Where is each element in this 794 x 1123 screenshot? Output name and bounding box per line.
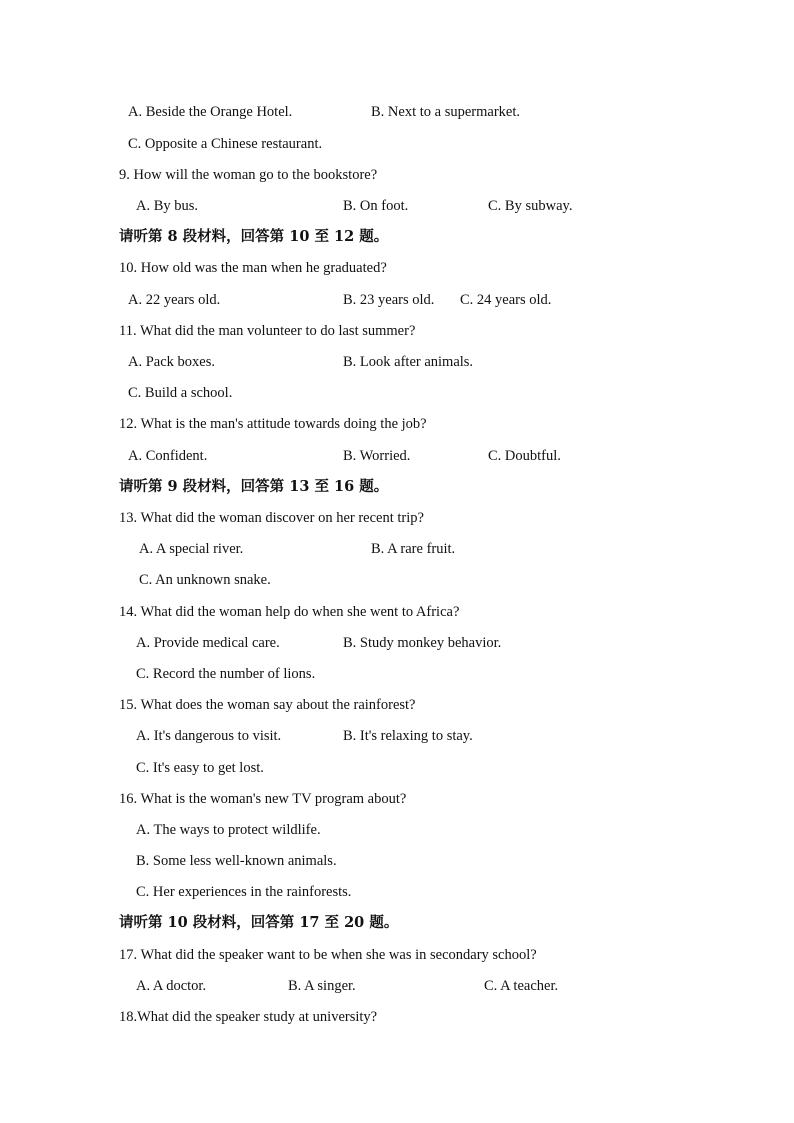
q8-option-a: A. Beside the Orange Hotel. <box>128 104 293 120</box>
q12-question: 12. What is the man's attitude towards doing the job? <box>119 416 427 432</box>
q17-question: 17. What did the speaker want to be when she was in secondary school? <box>119 947 537 963</box>
section-10-heading: 请听第 10 段材料，回答第 17 至 20 题。 <box>119 914 399 931</box>
q15-option-a: A. It's dangerous to visit. <box>136 728 282 744</box>
q15-option-c: C. It's easy to get lost. <box>136 760 264 776</box>
q9-question: 9. How will the woman go to the bookstore? <box>119 167 378 183</box>
q16-option-a: A. The ways to protect wildlife. <box>136 822 321 838</box>
q15-question: 15. What does the woman say about the rainforest? <box>119 697 416 713</box>
q16-option-c: C. Her experiences in the rainforests. <box>136 884 352 900</box>
section-9-heading: 请听第 9 段材料，回答第 13 至 16 题。 <box>119 478 389 495</box>
q9-option-c: C. By subway. <box>488 198 573 214</box>
q11-question: 11. What did the man volunteer to do last summer? <box>119 323 416 339</box>
q13-option-b: B. A rare fruit. <box>371 541 456 557</box>
q13-question: 13. What did the woman discover on her recent trip? <box>119 510 424 526</box>
q12-option-c: C. Doubtful. <box>488 448 561 464</box>
q11-option-b: B. Look after animals. <box>343 354 474 370</box>
q15-option-b: B. It's relaxing to stay. <box>343 728 473 744</box>
q12-option-a: A. Confident. <box>128 448 208 464</box>
q9-option-a: A. By bus. <box>136 198 199 214</box>
q10-option-b: B. 23 years old. <box>343 292 435 308</box>
q10-question: 10. How old was the man when he graduated? <box>119 260 387 276</box>
q8-option-b: B. Next to a supermarket. <box>371 104 520 120</box>
q17-option-b: B. A singer. <box>288 978 356 994</box>
q14-option-a: A. Provide medical care. <box>136 635 280 651</box>
q16-question: 16. What is the woman's new TV program about? <box>119 791 407 807</box>
q10-option-a: A. 22 years old. <box>128 292 221 308</box>
q13-option-c: C. An unknown snake. <box>139 572 271 588</box>
q11-option-c: C. Build a school. <box>128 385 233 401</box>
q18-question: 18.What did the speaker study at university? <box>119 1009 378 1025</box>
q16-option-b: B. Some less well-known animals. <box>136 853 337 869</box>
q8-option-c: C. Opposite a Chinese restaurant. <box>128 136 323 152</box>
q10-option-c: C. 24 years old. <box>460 292 552 308</box>
q14-option-b: B. Study monkey behavior. <box>343 635 502 651</box>
q9-option-b: B. On foot. <box>343 198 409 214</box>
q14-question: 14. What did the woman help do when she went to Africa? <box>119 604 460 620</box>
q17-option-a: A. A doctor. <box>136 978 207 994</box>
q11-option-a: A. Pack boxes. <box>128 354 215 370</box>
q17-option-c: C. A teacher. <box>484 978 559 994</box>
q13-option-a: A. A special river. <box>139 541 244 557</box>
section-8-heading: 请听第 8 段材料，回答第 10 至 12 题。 <box>119 228 389 245</box>
q14-option-c: C. Record the number of lions. <box>136 666 316 682</box>
q12-option-b: B. Worried. <box>343 448 411 464</box>
